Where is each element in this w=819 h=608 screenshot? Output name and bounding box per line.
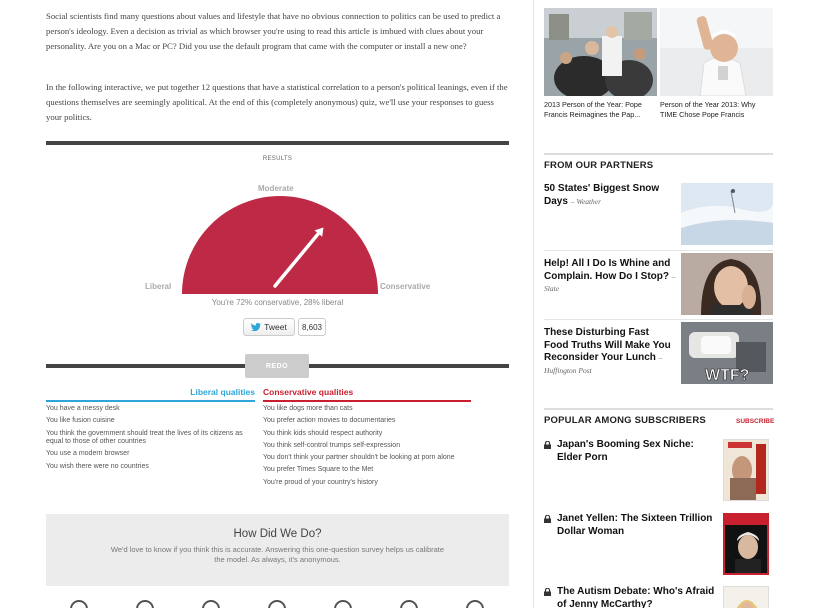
list-item: You think kids should respect authority [263, 429, 383, 437]
survey-radio-4[interactable] [268, 600, 286, 608]
pope-waving-photo [660, 8, 773, 96]
lock-icon [544, 588, 551, 596]
promo-card-2[interactable] [660, 8, 773, 119]
tweet-button-label: Tweet [264, 322, 287, 332]
gauge-conservative-label: Conservative [380, 282, 431, 291]
results-top-rule [46, 141, 509, 145]
promo-card-1[interactable] [544, 8, 657, 119]
conservative-qualities-heading: Conservative qualities [263, 387, 471, 402]
popular-title: The Autism Debate: Who's Afraid of Jenny McCarthy? [557, 586, 715, 608]
results-label: RESULTS [262, 156, 293, 162]
popular-title: Japan's Booming Sex Niche: Elder Porn [557, 439, 694, 463]
tweet-count: 8,603 [298, 318, 326, 336]
partner-source: – Weather [570, 196, 602, 206]
survey-radio-5[interactable] [334, 600, 352, 608]
list-item: You like fusion cuisine [46, 417, 115, 425]
conservative-qualities-list [263, 405, 468, 491]
gauge-liberal-label: Liberal [145, 282, 172, 291]
fast-food-photo [681, 322, 773, 384]
lock-icon [544, 441, 551, 449]
partner-source-name: Huffington Post [544, 365, 592, 375]
snow-photo [681, 183, 773, 245]
survey-radio-3[interactable] [202, 600, 220, 608]
survey-box [46, 514, 509, 586]
survey-description: We'd love to know if you think this is accurate. Answering this one-question survey helps us calibrate the model. As always, it's anonymous. [110, 545, 445, 564]
redo-button[interactable]: REDO [245, 354, 309, 378]
partner-title: Help! All I Do Is Whine and Complain. How Do I Stop? [544, 258, 671, 282]
survey-title: How Did We Do? [233, 528, 322, 540]
partner-source: – Slate [544, 271, 676, 293]
partner-source: – [658, 353, 663, 362]
list-item: You don't think your partner shouldn't be looking at porn alone [263, 454, 455, 462]
pope-crowd-photo [544, 8, 657, 96]
magazine-cover [723, 586, 769, 608]
list-item: You use a modern browser [46, 450, 130, 458]
list-item: You think self-control trumps self-expression [263, 441, 401, 449]
lock-icon [544, 515, 551, 523]
time-cover [723, 513, 769, 575]
list-item: You like dogs more than cats [263, 405, 353, 412]
popular-title: Janet Yellen: The Sixteen Trillion Dollar Woman [557, 513, 713, 537]
liberal-qualities-heading: Liberal qualities [46, 387, 255, 402]
list-item: You prefer Times Square to the Met [263, 466, 374, 474]
survey-radio-1[interactable] [70, 600, 88, 608]
liberal-qualities-list [46, 405, 246, 475]
twitter-bird-icon [251, 323, 261, 331]
subscribe-link[interactable]: SUBSCRIBE [736, 418, 775, 425]
article-intro-paragraph: Social scientists find many questions about values and lifestyle that have no obvious connection to politics can be used to predict a person's ideology. Even a decision as trivial as which browser you're using to read this article is imbued with clues about your personality. Are you on a Mac or PC? Did you use the default program that came with the computer or install a new one? [46, 11, 501, 51]
popular-heading: POPULAR AMONG SUBSCRIBERS [544, 415, 706, 426]
wtf-overlay-text: WTF? [705, 367, 750, 384]
list-item: You prefer action movies to documentaries [263, 417, 396, 425]
tweet-button[interactable] [243, 318, 295, 336]
sidebar-divider [533, 0, 534, 608]
survey-radio-6[interactable] [400, 600, 418, 608]
list-item: You think the government should treat the lives of its citizens as equal to those of other countries [46, 429, 243, 446]
partner-title: 50 States' Biggest Snow Days [544, 183, 660, 207]
promo-caption: 2013 Person of the Year: Pope Francis Reimagines the Pap... [544, 100, 642, 119]
list-item: You wish there were no countries [46, 462, 149, 470]
partners-rule [544, 153, 773, 155]
survey-radio-7[interactable] [466, 600, 484, 608]
promo-caption: Person of the Year 2013: Why TIME Chose Pope Francis [660, 100, 756, 119]
gauge-moderate-label: Moderate [258, 184, 294, 193]
partner-separator [544, 250, 773, 251]
popular-rule [544, 408, 773, 410]
article-intro-paragraph-2: In the following interactive, we put together 12 questions that have a statistical correlation to a person's political leanings, even if the questions themselves are seemingly apolitical. At the end of this (completely anonymous) quiz, we'll use your responses to guess your politics. [46, 82, 508, 122]
partners-heading: FROM OUR PARTNERS [544, 160, 654, 171]
magazine-cover [723, 439, 769, 501]
list-item: You're proud of your country's history [263, 478, 378, 486]
partner-title: These Disturbing Fast Food Truths Will Make You Reconsider Your Lunch [544, 327, 671, 363]
woman-photo [681, 253, 773, 315]
list-item: You have a messy desk [46, 405, 120, 412]
survey-radio-2[interactable] [136, 600, 154, 608]
result-caption: You're 72% conservative, 28% liberal [211, 298, 344, 307]
partner-separator [544, 319, 773, 320]
